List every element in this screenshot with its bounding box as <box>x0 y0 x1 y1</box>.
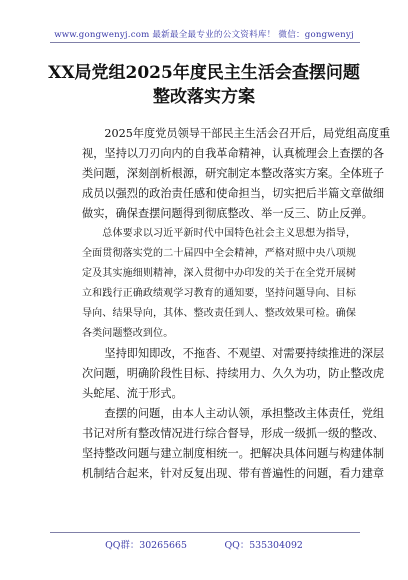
paragraph-line: 次问题，明确阶段性目标、持续用力、久久为功，防止整改虎 <box>82 367 385 380</box>
paragraph <box>82 404 385 484</box>
paragraph-line: 定及其实施细则精神，深入贯彻中办印发的关于在全党开展树 <box>82 268 357 279</box>
paragraph-line: 类问题，深刻剖析根源，研究制定本整改落实方案。全体班子 <box>82 167 385 180</box>
paragraph <box>82 224 357 344</box>
paragraph-line: 全面贯彻落实党的二十届四中全会精神，严格对照中央八项规 <box>82 248 357 259</box>
paragraph <box>82 124 391 224</box>
paragraph-line: 总体要求以习近平新时代中国特色社会主义思想为指导， <box>82 228 357 239</box>
header-divider <box>50 42 360 43</box>
paragraph-line: 导向、结果导向，其体、整改责任到人、整改效果可检。确保 <box>82 308 357 319</box>
paragraph-line: 查摆的问题，由本人主动认领，承担整改主体责任，党组 <box>82 407 385 420</box>
document-body <box>82 124 391 484</box>
paragraph-line: 书记对所有整改情况进行综合督导，形成一级抓一级的整改、 <box>82 427 385 440</box>
paragraph-line: 坚持即知即改，不拖沓、不观望、对需要持续推进的深层 <box>82 347 385 360</box>
paragraph-line: 机制结合起来，针对反复出现、带有普遍性的问题，看力建章 <box>82 467 385 480</box>
paragraph-line: 2025年度党员领导干部民主生活会召开后，局党组高度重 <box>82 127 391 140</box>
paragraph-line: 视，坚持以刀刃向内的自我革命精神，认真梳理会上查摆的各 <box>82 147 385 160</box>
footer-contact-text: QQ群：30265665 QQ：535304092 <box>105 540 303 551</box>
paragraph-line: 成员以强烈的政治责任感和使命担当，切实把后半篇文章做细 <box>82 187 385 200</box>
paragraph-line: 立和践行正确政绩观学习教育的通知要，坚持问题导向、目标 <box>82 288 357 299</box>
paragraph <box>82 344 385 404</box>
paragraph-line: 坚持整改问题与建立制度相统一。把解决具体问题与构建体制 <box>82 447 385 460</box>
footer-divider <box>50 532 360 533</box>
paragraph-line: 做实，确保查摆问题得到彻底整改、举一反三、防止反弹。 <box>82 207 373 220</box>
document-title-line-1: XX局党组2025年度民主生活会查摆问题 <box>48 63 360 83</box>
document-title <box>0 61 408 109</box>
paragraph-line: 各类问题整改到位。 <box>82 328 174 339</box>
header-watermark-text: www.gongwenyj.com 最新最全最专业的公文资料库！ 微信：gongwenyj <box>54 30 354 40</box>
page-header <box>0 0 408 44</box>
paragraph-line: 头蛇尾、流于形式。 <box>82 387 183 400</box>
document-title-line-2: 整改落实方案 <box>153 87 255 107</box>
